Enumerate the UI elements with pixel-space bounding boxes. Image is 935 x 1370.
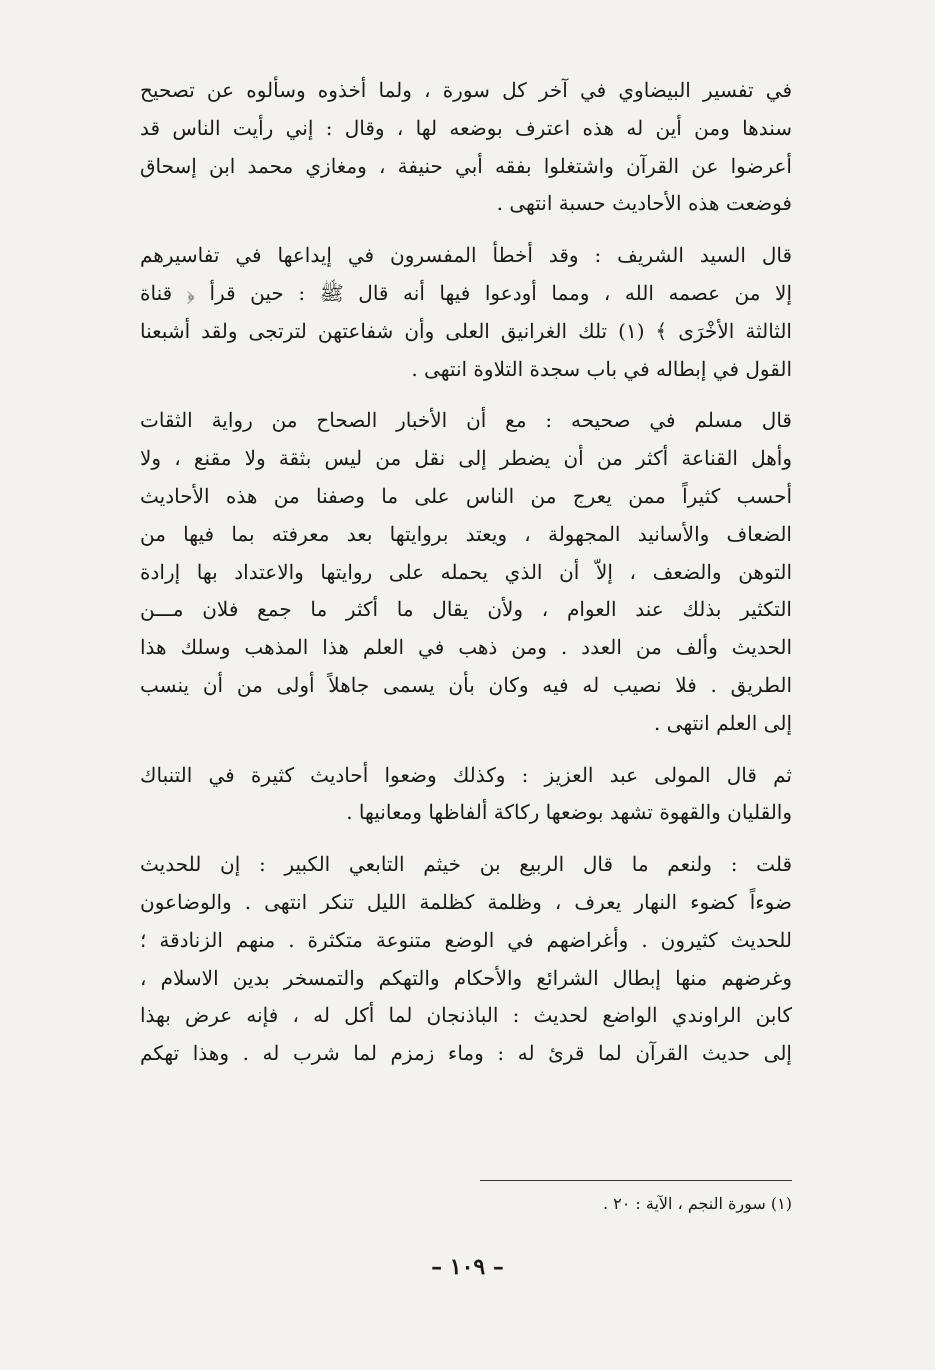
text-line: قال السيد الشريف : وقد أخطأ المفسرون في إيداعها في تفاسيرهم [140,243,792,268]
text-line: القول في إبطاله في باب سجدة التلاوة انتهى . [411,356,792,381]
footnote-divider [480,1180,792,1181]
text-line: أحسب كثيراً ممن يعرج من الناس على ما وصفنا من هذه الأحاديث [140,483,792,508]
paragraph-qultu [140,846,792,1073]
paragraph-abdulaziz [140,757,792,833]
text-line: أعرضوا عن القرآن واشتغلوا بفقه أبي حنيفة ، ومغازي محمد ابن إسحاق [140,153,792,178]
text-line: فوضعت هذه الأحاديث حسبة انتهى . [496,191,792,216]
text-line: إلا من عصمه الله ، ومما أودعوا فيها أنه قال ﷺ : حين قرأ ﴿ قناة [140,280,792,305]
paragraph-sayyid-sharif [140,237,792,388]
footnote: (١) سورة النجم ، الآية : ٢٠ . [602,1194,792,1213]
text-line: قلت : ولنعم ما قال الربيع بن خيثم التابعي الكبير : إن للحديث [140,852,792,877]
text-line: إلى حديث القرآن لما قرئ له : وماء زمزم لما شرب له . وهذا تهكم [140,1041,792,1066]
text-line: التوهن والضعف ، إلاّ أن الذي يحمله على روايتها والاعتداد بها إرادة [140,559,792,584]
text-line: الطريق . فلا نصيب له فيه وكان بأن يسمى جاهلاً أولى من أن ينسب [140,672,792,697]
text-line: إلى العلم انتهى . [653,710,792,735]
text-line: وأهل القناعة أكثر من أن يضطر إلى نقل من ليس بثقة ولا مقنع ، ولا [140,446,792,471]
text-line: وغرضهم منها إبطال الشرائع والأحكام والتهكم والتمسخر بدين الاسلام ، [140,965,792,990]
text-line: كابن الراوندي الواضع لحديث : الباذنجان لما أكل له ، فإنه عرض بهذا [140,1003,792,1028]
text-line: والقليان والقهوة تشهد بوضعها ركاكة ألفاظها ومعانيها . [346,800,792,825]
paragraph-muslim [140,402,792,742]
text-line: ضوءاً كضوء النهار يعرف ، وظلمة كظلمة الليل تنكر انتهى . والوضاعون [140,889,792,914]
text-line: للحديث كثيرون . وأغراضهم في الوضع متنوعة متكثرة . منهم الزنادقة ؛ [140,927,792,952]
text-line: الحديث وألف من العدد . ومن ذهب في العلم هذا المذهب وسلك هذا [140,635,792,660]
paragraph-tafsir [140,72,792,223]
text-line: الضعاف والأسانيد المجهولة ، ويعتد بروايتها بعد معرفته بما فيها من [140,521,792,546]
page-body [140,72,792,1087]
text-line: الثالثة الأخْرَى ﴾ (١) تلك الغرانيق العلى وأن شفاعتهن لترتجى ولقد أشبعنا [140,318,792,343]
text-line: قال مسلم في صحيحه : مع أن الأخبار الصحاح من رواية الثقات [140,408,792,433]
text-line: التكثير بذلك عند العوام ، ولأن يقال ما أكثر ما جمع فلان مـــن [140,597,792,622]
text-line: في تفسير البيضاوي في آخر كل سورة ، ولما أخذوه وسألوه عن تصحيح [140,78,792,102]
text-line: سندها ومن أين له هذه اعترف بوضعه لها ، وقال : إني رأيت الناس قد [140,115,792,140]
page-number: – ١٠٩ – [431,1254,504,1280]
text-line: ثم قال المولى عبد العزيز : وكذلك وضعوا أحاديث كثيرة في التنباك [140,762,792,787]
